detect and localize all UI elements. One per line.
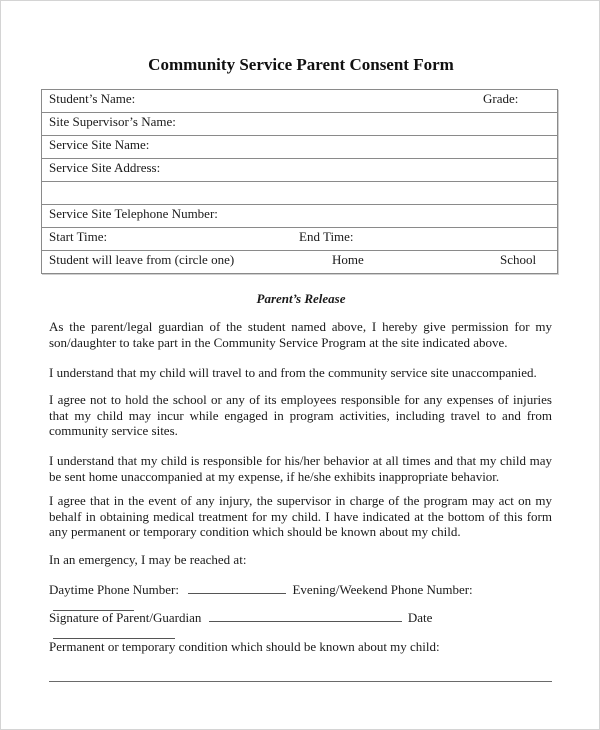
service-site-address-line2-field[interactable] xyxy=(42,182,558,205)
table-row-student-name xyxy=(42,90,558,113)
condition-input-line[interactable] xyxy=(49,681,552,682)
daytime-phone-label: Daytime Phone Number: xyxy=(49,582,179,597)
release-paragraph-liability: I agree not to hold the school or any of its employees responsible for any expenses of injuries that my child may incur while engaged in program activities, including travel to and from community service sites. xyxy=(49,392,552,438)
signature-label: Signature of Parent/Guardian xyxy=(49,610,202,625)
service-site-phone-label: Service Site Telephone Number: xyxy=(49,206,218,221)
table-row-site-address xyxy=(42,159,558,182)
end-time-label: End Time: xyxy=(299,229,354,244)
parents-release-heading: Parent’s Release xyxy=(256,291,346,306)
service-site-address-field[interactable] xyxy=(42,159,558,182)
times-field[interactable] xyxy=(42,228,558,251)
signature-input[interactable] xyxy=(209,609,402,622)
grade-label: Grade: xyxy=(483,91,519,106)
emergency-contact-intro: In an emergency, I may be reached at: xyxy=(49,552,247,567)
students-name-label: Student’s Name: xyxy=(49,91,136,106)
table-row-leave-from xyxy=(42,251,558,274)
release-paragraph-permission: As the parent/legal guardian of the student named above, I hereby give permission for my son/daughter to take part in the Community Service Program at the site indicated above. xyxy=(49,319,552,350)
site-supervisor-label: Site Supervisor’s Name: xyxy=(49,114,176,129)
service-site-address-label: Service Site Address: xyxy=(49,160,161,175)
service-site-name-label: Service Site Name: xyxy=(49,137,150,152)
table-row-supervisor xyxy=(42,113,558,136)
date-input[interactable] xyxy=(53,626,175,639)
student-info-table xyxy=(41,89,558,274)
daytime-phone-input[interactable] xyxy=(188,581,286,594)
service-site-name-field[interactable] xyxy=(42,136,558,159)
table-row-times xyxy=(42,228,558,251)
form-title: Community Service Parent Consent Form xyxy=(148,55,454,74)
signature-row xyxy=(49,609,552,643)
release-paragraph-behavior: I understand that my child is responsible for his/her behavior at all times and that my child may be sent home unaccompanied at my expense, if he/she exhibits inappropriate behavior. xyxy=(49,453,552,484)
students-name-field[interactable] xyxy=(42,90,558,113)
condition-label: Permanent or temporary condition which should be known about my child: xyxy=(49,639,440,654)
evening-phone-label: Evening/Weekend Phone Number: xyxy=(292,582,473,597)
service-site-phone-field[interactable] xyxy=(42,205,558,228)
site-supervisor-field[interactable] xyxy=(42,113,558,136)
leave-from-label: Student will leave from (circle one) xyxy=(49,252,235,267)
leave-option-home[interactable]: Home xyxy=(332,252,364,267)
date-label: Date xyxy=(407,610,433,625)
start-time-label: Start Time: xyxy=(49,229,108,244)
release-paragraph-travel: I understand that my child will travel to and from the community service site unaccompanied. xyxy=(49,365,537,380)
table-row-site-phone xyxy=(42,205,558,228)
table-row-address-continuation xyxy=(42,182,558,205)
table-row-site-name xyxy=(42,136,558,159)
release-paragraph-medical: I agree that in the event of any injury, the supervisor in charge of the program may act on my behalf in obtaining medical treatment for my child. I have indicated at the bottom of this form any permanent or temporary condition which should be known about my child. xyxy=(49,493,552,539)
leave-option-school[interactable]: School xyxy=(500,252,537,267)
leave-from-field xyxy=(42,251,558,274)
